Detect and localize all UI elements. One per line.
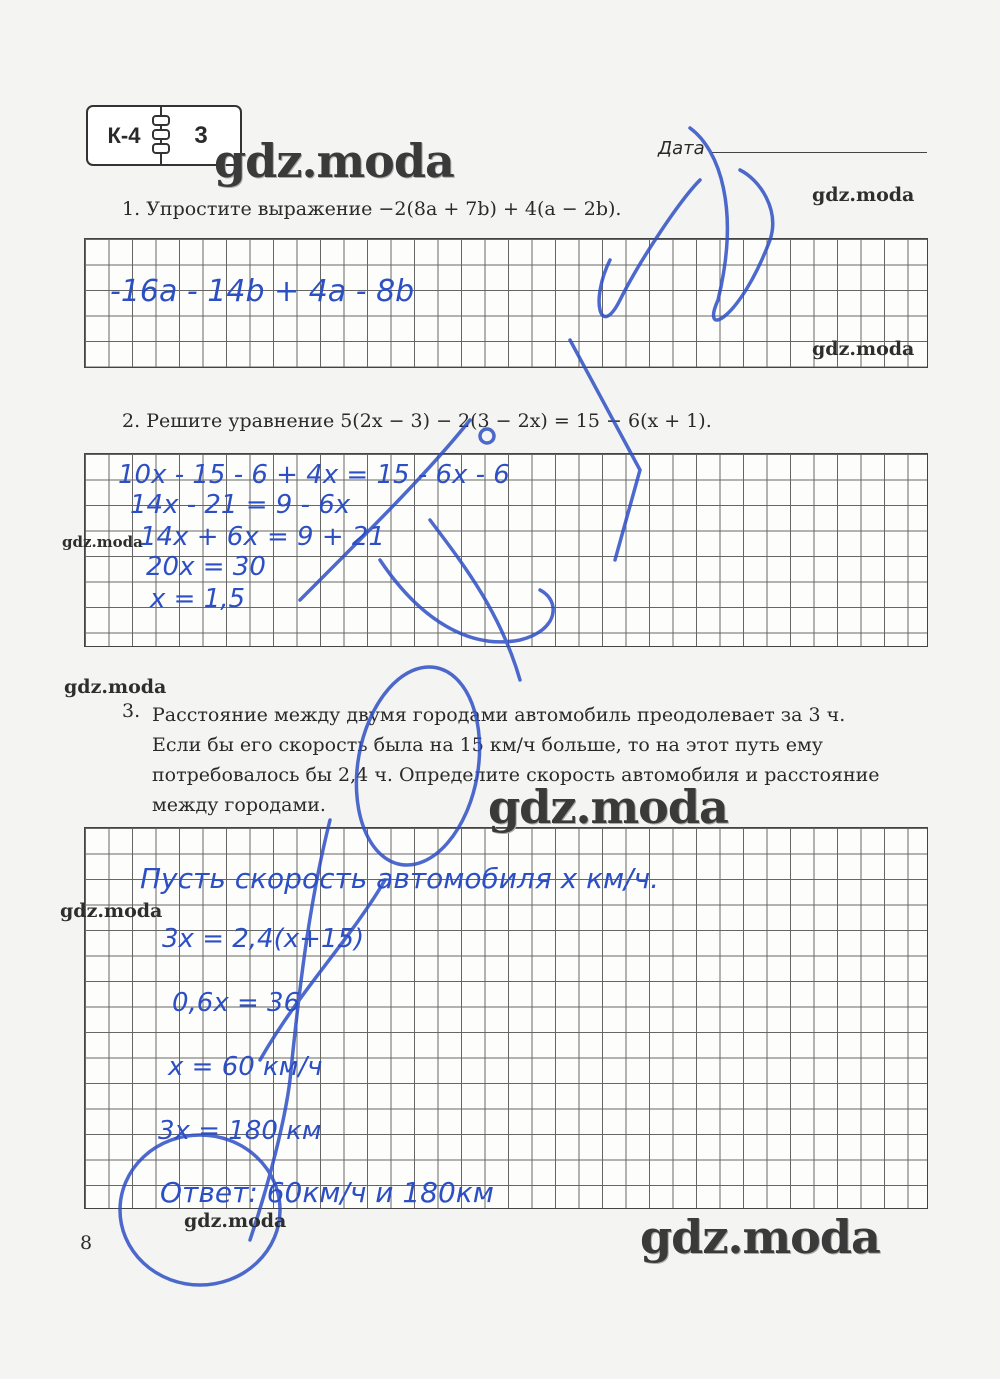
handwritten-line: 14x - 21 = 9 - 6x (130, 490, 351, 520)
task-number: 1. (122, 198, 141, 220)
watermark: gdz.moda (64, 676, 167, 698)
watermark: gdz.moda (184, 1210, 287, 1232)
watermark: gdz.moda (812, 184, 915, 206)
task-text-line: Если бы его скорость была на 15 км/ч больше, то на этот путь ему (152, 734, 823, 756)
watermark: gdz.moda (60, 900, 163, 922)
handwritten-line: -16a - 14b + 4a - 8b (110, 274, 415, 309)
watermark: gdz.moda (214, 134, 454, 188)
task-text-line: потребовалось бы 2,4 ч. Определите скорость автомобиля и расстояние (152, 764, 880, 786)
work-code: К-4 (88, 107, 162, 164)
handwritten-line: 14x + 6x = 9 + 21 (140, 522, 385, 552)
handwritten-line: Пусть скорость автомобиля x км/ч. (140, 862, 660, 895)
handwritten-line: 10x - 15 - 6 + 4x = 15 - 6x - 6 (118, 460, 510, 490)
task-number: 3. (122, 700, 141, 722)
handwritten-line: 3x = 2,4(x+15) (162, 924, 365, 954)
variant-number: 3 (194, 121, 208, 149)
task-text: Решите уравнение 5(2x − 3) − 2(3 − 2x) = 15 − 6(x + 1). (146, 410, 712, 432)
handwritten-line: x = 60 км/ч (168, 1052, 323, 1082)
handwritten-line: 3x = 180 км (158, 1116, 322, 1146)
handwritten-line: x = 1,5 (150, 584, 246, 614)
watermark: gdz.moda (812, 338, 915, 360)
task-text-line: между городами. (152, 794, 326, 816)
task-text: Упростите выражение −2(8a + 7b) + 4(a − 2b). (146, 198, 622, 220)
handwritten-line: 20x = 30 (146, 552, 266, 582)
handwritten-line: 0,6x = 36 (172, 988, 301, 1018)
date-label: Дата (658, 138, 705, 159)
watermark: gdz.moda (488, 780, 728, 834)
page-number: 8 (80, 1232, 93, 1254)
watermark: gdz.moda (640, 1210, 880, 1264)
task-number: 2. (122, 410, 141, 432)
watermark: gdz.moda (62, 533, 143, 551)
handwritten-line: Ответ: 60км/ч и 180км (160, 1176, 494, 1209)
task-text-line: Расстояние между двумя городами автомобиль преодолевает за 3 ч. (152, 704, 846, 726)
